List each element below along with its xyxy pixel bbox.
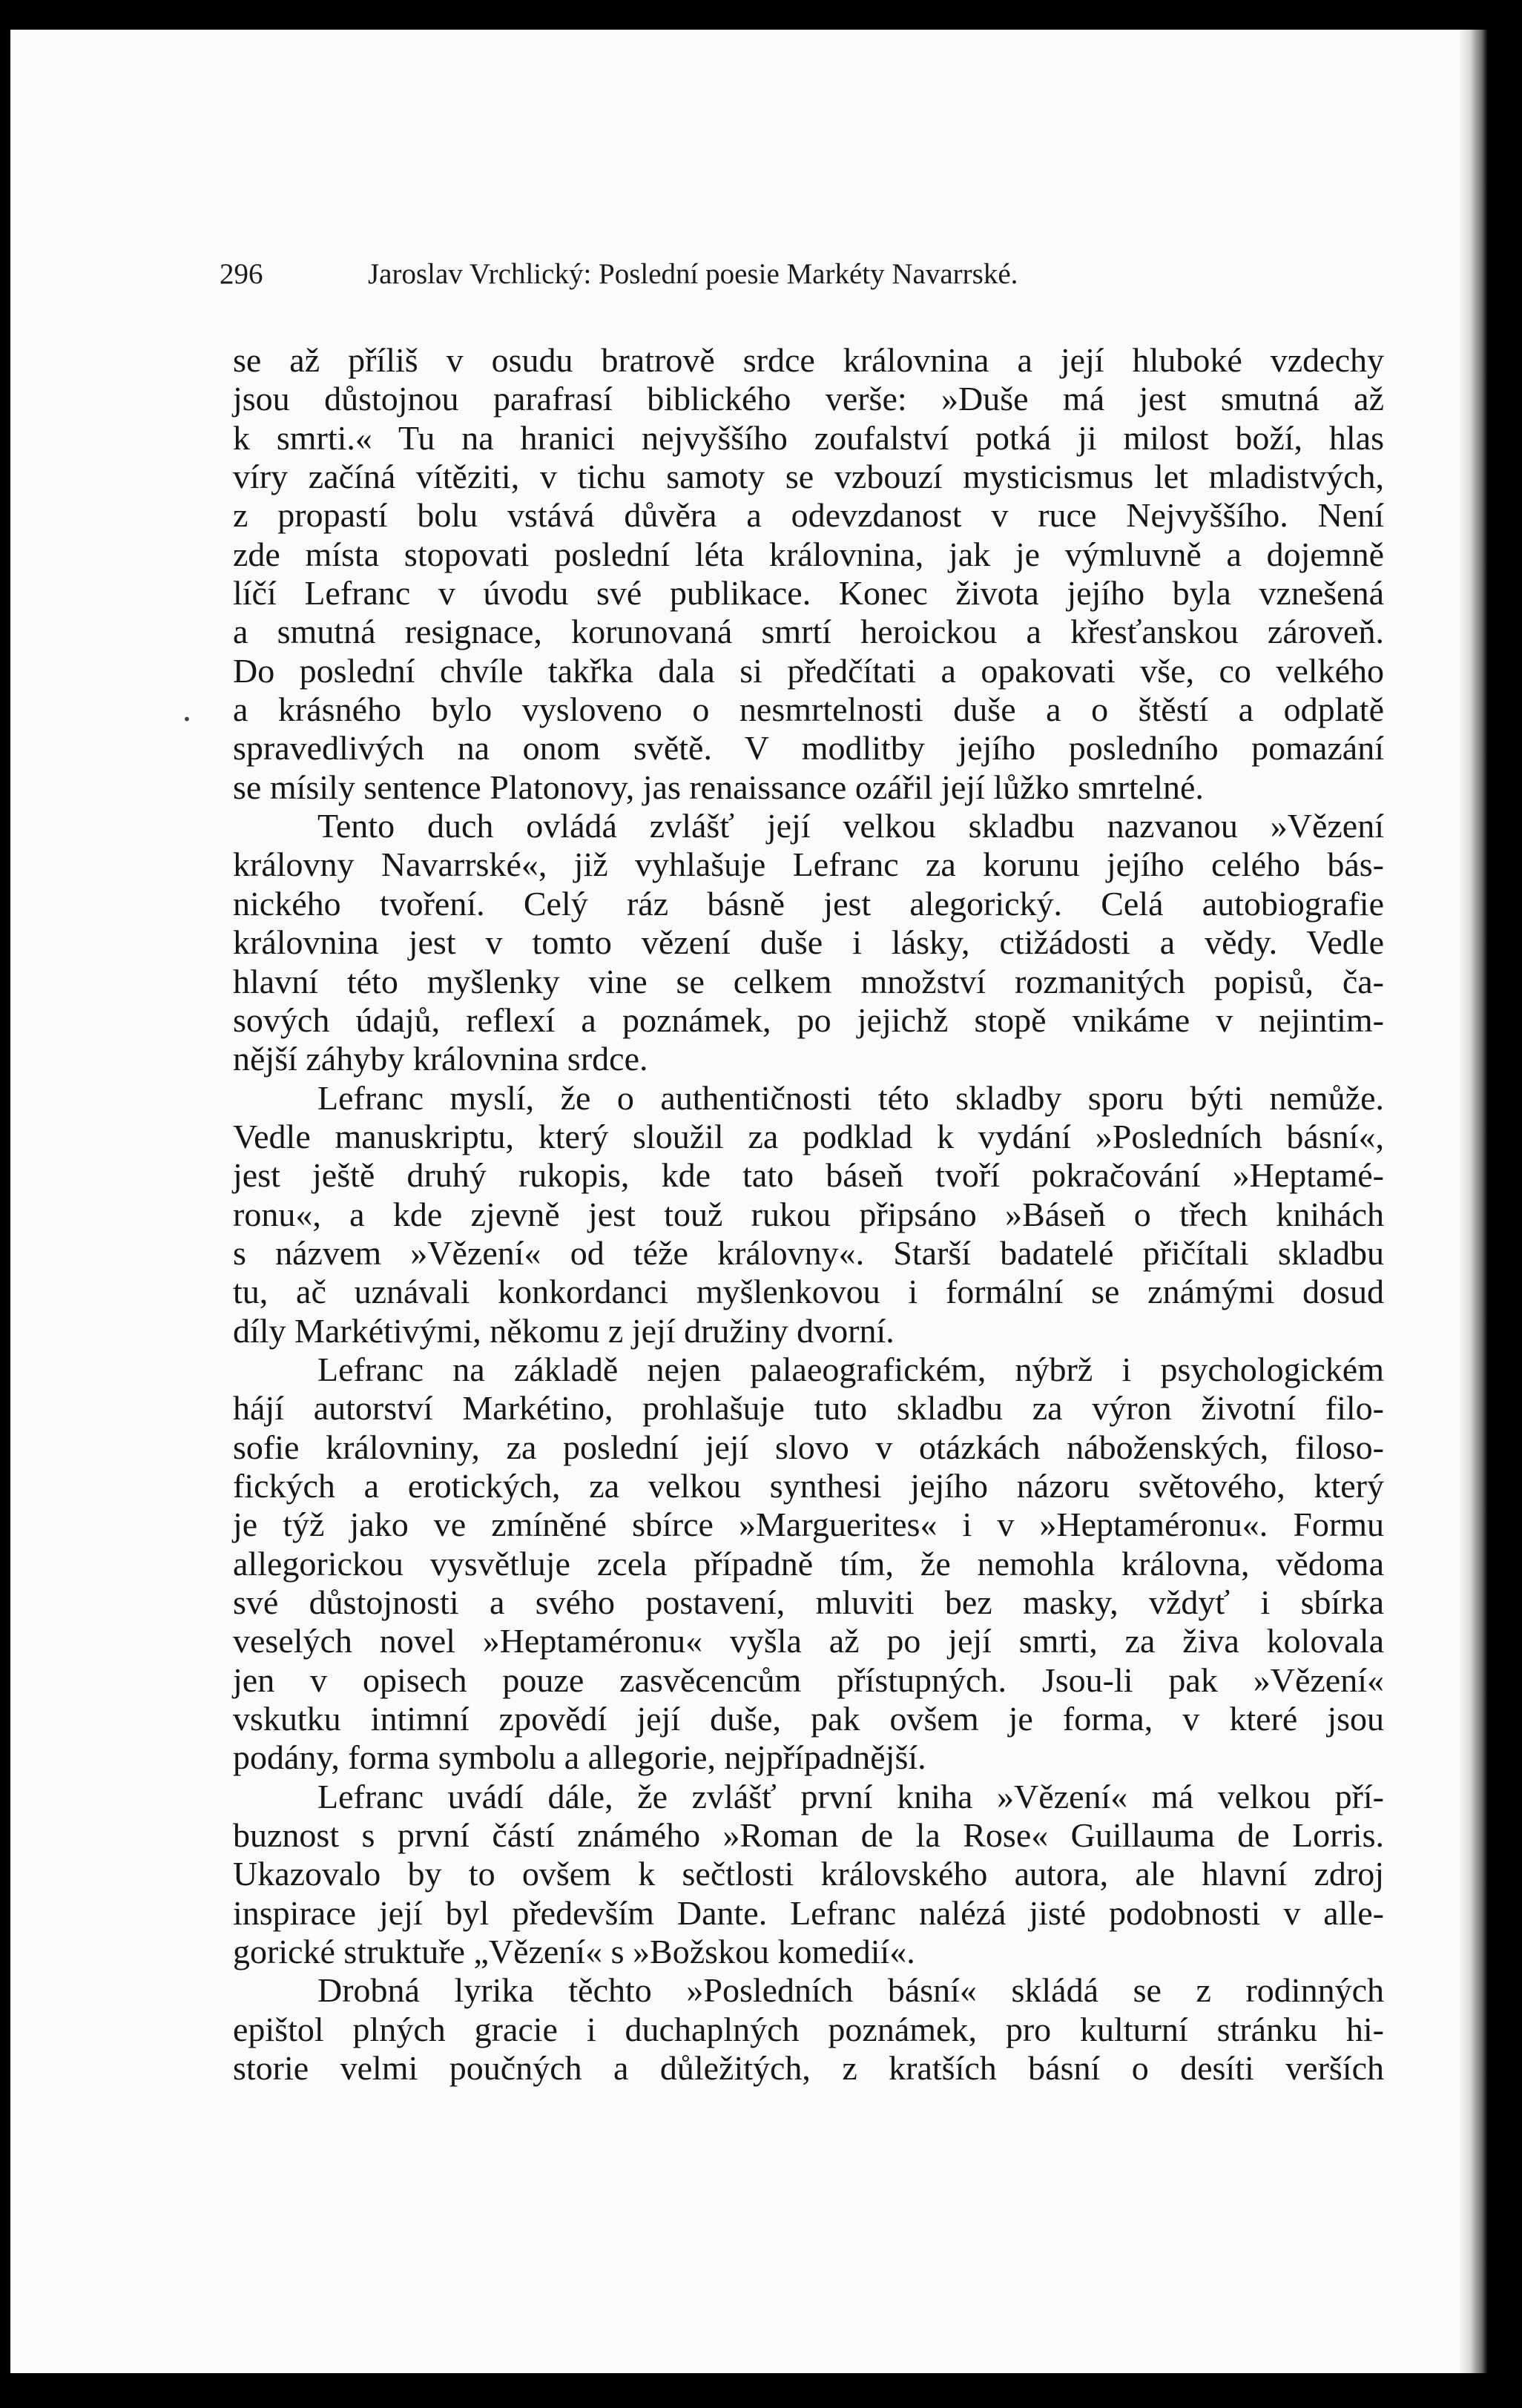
text-line: Do poslední chvíle takřka dala si předčítati a opakovati vše, co velkého <box>233 651 1384 690</box>
text-line: jen v opisech pouze zasvěcencům přístupných. Jsou-li pak »Vězení« <box>233 1660 1384 1699</box>
text-line: Drobná lyrika těchto »Posledních básní« skládá se z rodinných <box>317 1971 1384 2010</box>
text-line: storie velmi poučných a důležitých, z kratších básní o desíti verších <box>233 2049 1384 2088</box>
text-line: líčí Lefranc v úvodu své publikace. Konec života jejího byla vznešená <box>233 574 1384 613</box>
text-line: jsou důstojnou parafrasí biblického verše: »Duše má jest smutná až <box>233 380 1384 418</box>
text-line: nického tvoření. Celý ráz básně jest alegorický. Celá autobiografie <box>233 884 1384 923</box>
text-line: vskutku intimní zpovědí její duše, pak ovšem je forma, v které jsou <box>233 1700 1384 1738</box>
text-line: Lefranc na základě nejen palaeografickém, nýbrž i psychologickém <box>317 1350 1384 1388</box>
text-line: buznost s první částí známého »Roman de la Rose« Guillauma de Lorris. <box>233 1816 1384 1855</box>
text-line: allegorickou vysvětluje zcela případně tím, že nemohla královna, vědoma <box>233 1544 1384 1583</box>
text-line: jest ještě druhý rukopis, kde tato báseň tvoří pokračování »Heptamé- <box>233 1156 1384 1195</box>
text-line: gorické struktuře „Vězení« s »Božskou komedií«. <box>233 1933 915 1971</box>
margin-dot: • <box>182 710 191 728</box>
text-line: s názvem »Vězení« od téže královny«. Starší badatelé přičítali skladbu <box>233 1233 1384 1272</box>
text-line: podány, forma symbolu a allegorie, nejpřípadnější. <box>233 1738 926 1777</box>
text-line: zde místa stopovati poslední léta královnina, jak je výmluvně a dojemně <box>233 535 1384 573</box>
text-line: Vedle manuskriptu, který sloužil za podklad k vydání »Posledních básní«, <box>233 1117 1384 1155</box>
text-line: sofie královniny, za poslední její slovo v otázkách náboženských, filoso- <box>233 1428 1384 1466</box>
text-line: Lefranc myslí, že o authentičnosti této skladby sporu býti nemůže. <box>317 1078 1384 1117</box>
text-line: sových údajů, reflexí a poznámek, po jejichž stopě vnikáme v nejintim- <box>233 1000 1384 1039</box>
text-line: inspirace její byl především Dante. Lefranc nalézá jisté podobnosti v alle- <box>233 1893 1384 1932</box>
text-line: tu, ač uznávali konkordanci myšlenkovou i formální se známými dosud <box>233 1273 1384 1311</box>
book-page <box>10 30 1488 2373</box>
text-line: Ukazovalo by to ovšem k sečtlosti královského autora, ale hlavní zdroj <box>233 1855 1384 1893</box>
text-line: epištol plných gracie i duchaplných poznámek, pro kulturní stránku hi- <box>233 2010 1384 2048</box>
text-line: se mísily sentence Platonovy, jas renaissance ozářil její lůžko smrtelné. <box>233 768 1204 806</box>
body-text <box>233 341 1384 2088</box>
text-line: z propastí bolu vstává důvěra a odevzdanost v ruce Nejvyššího. Není <box>233 496 1384 535</box>
text-line: hájí autorství Markétino, prohlašuje tuto skladbu za výron životní filo- <box>233 1389 1384 1428</box>
text-line: víry začíná vítěziti, v tichu samoty se vzbouzí mysticismus let mladistvých, <box>233 458 1384 496</box>
text-line: Lefranc uvádí dále, že zvlášť první kniha »Vězení« má velkou pří- <box>317 1777 1384 1815</box>
text-line: je týž jako ve zmíněné sbírce »Marguerites« i v »Heptaméronu«. Formu <box>233 1505 1384 1544</box>
text-line: díly Markétivými, někomu z její družiny dvorní. <box>233 1311 895 1350</box>
text-line: se až příliš v osudu bratrově srdce královnina a její hluboké vzdechy <box>233 341 1384 379</box>
text-line: královny Navarrské«, již vyhlašuje Lefranc za korunu jejího celého bás- <box>233 845 1384 884</box>
text-line: své důstojnosti a svého postavení, mluviti bez masky, vždyť i sbírka <box>233 1583 1384 1621</box>
text-line: Tento duch ovládá zvlášť její velkou skladbu nazvanou »Vězení <box>317 807 1384 845</box>
text-line: ronu«, a kde zjevně jest touž rukou připsáno »Báseň o třech knihách <box>233 1195 1384 1233</box>
text-line: královnina jest v tomto vězení duše i lásky, ctižádosti a vědy. Vedle <box>233 923 1384 962</box>
text-line: hlavní této myšlenky vine se celkem množství rozmanitých popisů, ča- <box>233 962 1384 1000</box>
text-line: a smutná resignace, korunovaná smrtí heroickou a křesťanskou zároveň. <box>233 613 1384 651</box>
running-header <box>220 252 1362 297</box>
text-line: veselých novel »Heptaméronu« vyšla až po její smrti, za živa kolovala <box>233 1622 1384 1660</box>
text-line: a krásného bylo vysloveno o nesmrtelnosti duše a o štěstí a odplatě <box>233 690 1384 729</box>
text-line: nější záhyby královnina srdce. <box>233 1040 648 1078</box>
text-line: spravedlivých na onom světě. V modlitby jejího posledního pomazání <box>233 729 1384 768</box>
running-title: Jaroslav Vrchlický: Poslední poesie Markéty Navarrské. <box>368 258 1018 290</box>
text-line: fických a erotických, za velkou synthesi jejího názoru světového, který <box>233 1466 1384 1505</box>
text-line: k smrti.« Tu na hranici nejvyššího zoufalství potká ji milost boží, hlas <box>233 418 1384 457</box>
page-edge-shadow <box>1458 30 1488 2373</box>
page-number: 296 <box>220 258 263 290</box>
